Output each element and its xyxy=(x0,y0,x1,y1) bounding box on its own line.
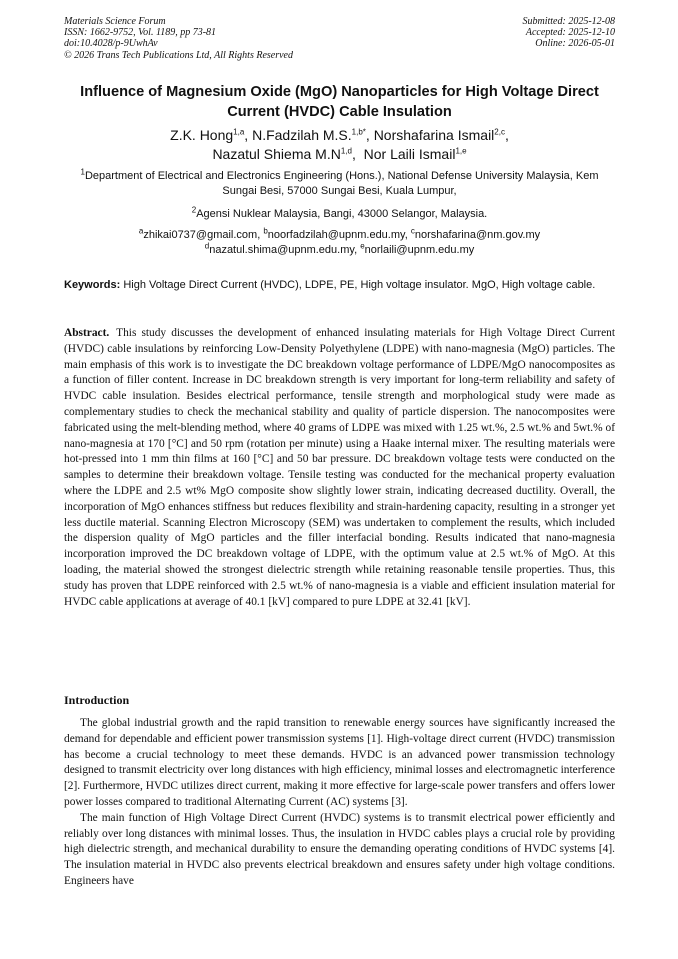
affiliation-marker: 1 xyxy=(80,167,85,177)
publication-dates xyxy=(523,16,616,50)
abstract-label: Abstract. xyxy=(64,327,110,339)
email-address[interactable]: nazatul.shima@upnm.edu.my, xyxy=(209,244,361,256)
paper-title: Influence of Magnesium Oxide (MgO) Nanoparticles for High Voltage Direct Current (HVDC) Cable Insulation xyxy=(80,84,599,120)
affiliation-text: Department of Electrical and Electronics Engineering (Hons.), National Defense University Malaysia, Kem Sungai Besi, 57000 Sungai Besi, Kuala Lumpur, xyxy=(84,170,599,197)
paragraph: The global industrial growth and the rapid transition to renewable energy sources have significantly increased the demand for dependable and efficient power transmission systems [1]. High-voltage direct current (HVDC) transmission has become a crucial technology to meet these demands. HVDC is an advanced power transmission technology designed to transmit electricity over long distances with high efficiency, minimal losses and electromagnetic interference [2]. Furthermore, HVDC utilizes direct current, making it more effective for large-scale power transfers and offers lower power losses compared to traditional Alternating Current (AC) systems [3]. xyxy=(64,717,615,808)
affiliation-text: Agensi Nuklear Malaysia, Bangi, 43000 Selangor, Malaysia. xyxy=(196,208,488,220)
email-marker: b xyxy=(263,226,268,236)
affiliation-1 xyxy=(64,169,615,199)
journal-name: Materials Science Forum xyxy=(64,16,166,27)
email-marker: e xyxy=(360,241,365,251)
author-affiliation-marker: 1,a xyxy=(233,127,245,137)
keywords-label: Keywords: xyxy=(64,279,121,291)
email-marker: a xyxy=(138,226,144,236)
section-heading-introduction: Introduction xyxy=(64,693,130,707)
email-address[interactable]: norshafarina@nm.gov.my xyxy=(414,229,541,241)
online-date: Online: 2026-05-01 xyxy=(535,38,615,50)
abstract-text: This study discusses the development of enhanced insulating materials for High Voltage Direct Current (HVDC) cable insulations by reinforcing Low-Density Polyethylene (LDPE) with nano-magnesia (MgO) particles. The main emphasis of this work is to investigate the DC breakdown voltage performance of LDPE/MgO nanocomposites as a function of filler content. Increase in DC breakdown strength is very important for long-term reliability and safety of HVDC cable insulation. Besides electrical performance, tensile strength and morphological study were made as complementary studies to check the mechanical stability and quality of particle dispersion. The nanocomposites were fabricated using the melt-blending method, where 40 grams of LDPE was mixed with 1.25 wt.%, 2.5 wt.% and 5wt.% of nano-magnesia at 170 [°C] and 50 rpm (rotation per minute) using a Haake internal mixer. The resulting materials were hot-pressed into 1 mm thin films at 160 [°C] and 50 bar pressure. DC breakdown voltage tests were conducted on the samples to determine their breakdown voltage. Tensile testing was conducted for the mechanical property evaluation where the LDPE and 2.5 wt% MgO composite show slightly lower strain, indicating decreased ductility. Overall, the incorporation of MgO enhances stiffness but reduces flexibility and strain-hardening capacity, resulting in a stronger yet less ductile material. Scanning Electron Microscopy (SEM) was undertaken to complement the results, which included the dispersion quality of MgO particles and the filler interfacial bonding. Results indicated that nano-magnesia incorporation improved the DC breakdown voltage of LDPE, with the optimum value at 2.5 wt.% of MgO. At this loading, the material showed the strongest dielectric strength while retaining reasonable tensile properties. Thus, this study has proven that LDPE reinforced with 2.5 wt.% of nano-magnesia is a viable and efficient insulation material for HVDC cable applications at average of 40.1 [kV] compared to pure LDPE at 32.41 [kV]. xyxy=(64,327,615,608)
journal-copyright: © 2026 Trans Tech Publications Ltd, All Rights Reserved xyxy=(64,49,293,61)
accepted-date: Accepted: 2025-12-10 xyxy=(525,27,615,39)
author-name: Norshafarina Ismail xyxy=(373,127,495,143)
email-marker: d xyxy=(204,241,210,251)
affiliation-marker: 2 xyxy=(191,205,197,215)
keywords-text: High Voltage Direct Current (HVDC), LDPE, PE, High voltage insulator. MgO, High voltage cable. xyxy=(123,279,596,291)
email-list xyxy=(64,228,615,258)
author-affiliation-marker: 2,c xyxy=(494,127,505,137)
submitted-date: Submitted: 2025-12-08 xyxy=(522,16,615,27)
author-name: Nazatul Shiema M.N xyxy=(212,146,341,162)
author-list: Z.K. Hong$^{1,a}$, N.Fadzilah M.S.$^{1,b*}$, Norshafarina Ismail$^{2,c}$, Nazatul Shiema $M.N^{1,d}$, Nor Laili Ismail$^{1,e}$ xyxy=(170,127,509,162)
author-name: Z.K. Hong xyxy=(170,127,234,143)
paragraph: The main function of High Voltage Direct Current (HVDC) systems is to transmit electrical power efficiently and reliably over long distances with minimal losses. Thus, the insulation in HVDC cables plays a crucial role by providing high dielectric strength, and mechanical durability to ensure the demanding operating conditions of HVDC systems [4]. The insulation material in HVDC also prevents electrical breakdown and ensures safety under high voltage conditions. Engineers have xyxy=(64,811,615,887)
abstract-block xyxy=(64,326,615,610)
author-affiliation-marker: 1,d xyxy=(340,146,352,156)
author-affiliation-marker: 1,b* xyxy=(351,127,366,137)
introduction-body xyxy=(64,716,615,890)
author-name: N.Fadzilah M.S. xyxy=(252,127,352,143)
journal-header xyxy=(64,16,293,61)
keywords-block xyxy=(64,278,615,293)
journal-doi: doi:10.4028/p-9UwhAv xyxy=(64,38,158,50)
author-affiliation-marker: 1,e xyxy=(455,146,467,156)
email-address[interactable]: zhikai0737@gmail.com, xyxy=(143,229,264,241)
journal-issn: ISSN: 1662-9752, Vol. 1189, pp 73-81 xyxy=(64,27,217,39)
email-marker: c xyxy=(410,226,415,236)
author-name: Nor Laili Ismail xyxy=(363,146,456,162)
email-address[interactable]: norlaili@upnm.edu.my xyxy=(364,244,475,256)
email-address[interactable]: noorfadzilah@upnm.edu.my, xyxy=(267,229,411,241)
affiliation-2 xyxy=(64,207,615,222)
